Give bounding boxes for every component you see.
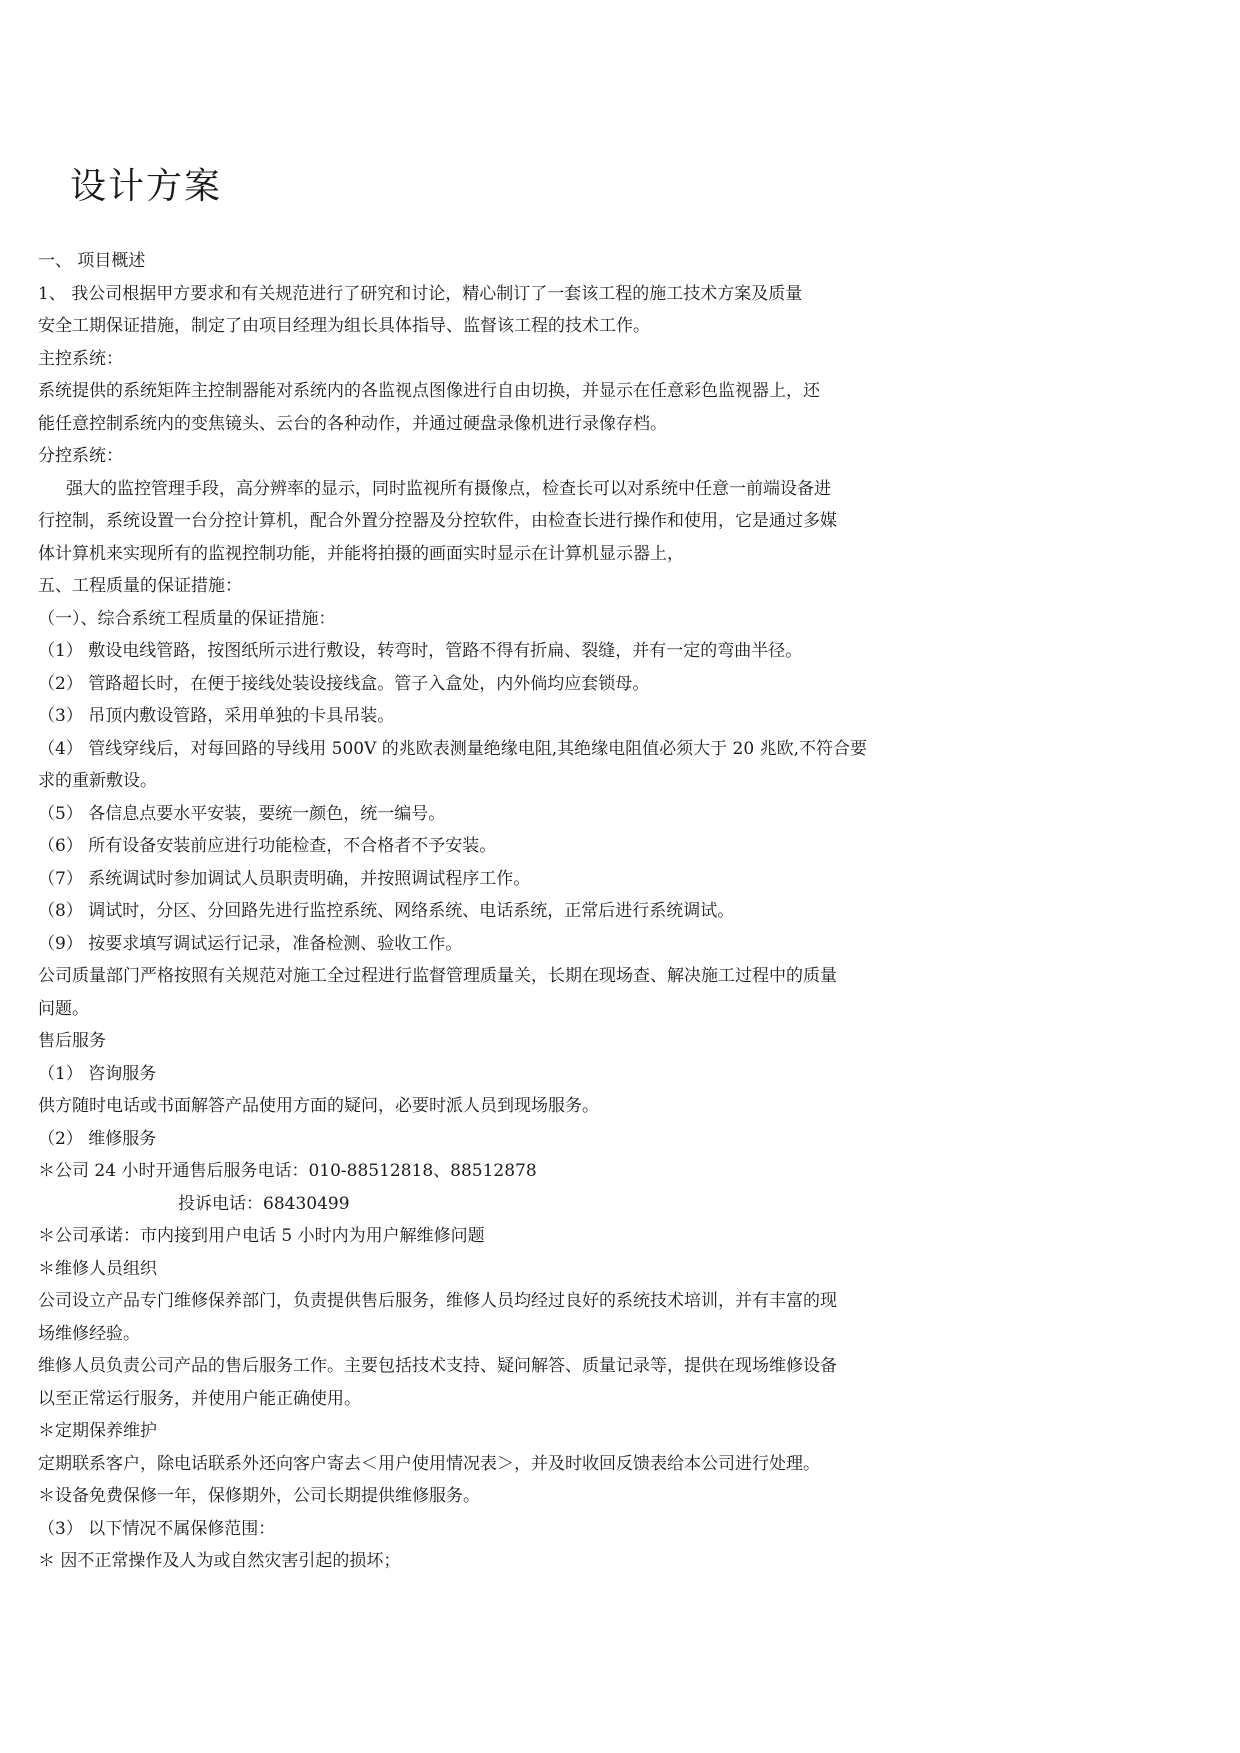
bullet-line: ＊ 因不正常操作及人为或自然灾害引起的损坏； xyxy=(38,1551,401,1571)
list-item: （9） 按要求填写调试运行记录，准备检测、验收工作。 xyxy=(38,933,463,954)
bullet-line: ＊维修人员组织 xyxy=(38,1258,157,1279)
paragraph-line: 安全工期保证措施，制定了由项目经理为组长具体指导、监督该工程的技术工作。 xyxy=(38,316,650,336)
paragraph-line: 能任意控制系统内的变焦镜头、云台的各种动作，并通过硬盘录像机进行录像存档。 xyxy=(38,413,667,434)
paragraph-line: 公司设立产品专门维修保养部门，负责提供售后服务，维修人员均经过良好的系统技术培训，并有丰富的现 xyxy=(38,1291,837,1311)
list-item: （3） 以下情况不属保修范围： xyxy=(38,1518,276,1539)
service-phone-line: ＊公司 24 小时开通售后服务电话：010-88512818、88512878 xyxy=(38,1161,537,1181)
paragraph-line: 维修人员负责公司产品的售后服务工作。主要包括技术支持、疑问解答、质量记录等，提供在现场维修设备 xyxy=(38,1356,837,1376)
paragraph-line: 1、 我公司根据甲方要求和有关规范进行了研究和讨论，精心制订了一套该工程的施工技术方案及质量 xyxy=(38,283,803,304)
list-item: （1） 敷设电线管路，按图纸所示进行敷设，转弯时，管路不得有折扁、裂缝，并有一定的弯曲半径。 xyxy=(38,641,803,661)
paragraph-line: 行控制，系统设置一台分控计算机，配合外置分控器及分控软件，由检查长进行操作和使用，它是通过多媒 xyxy=(38,511,837,531)
section-heading-after-sales: 售后服务 xyxy=(38,1031,106,1051)
subheading-quality-measures: （一）、综合系统工程质量的保证措施： xyxy=(38,608,336,629)
bullet-line: ＊设备免费保修一年，保修期外，公司长期提供维修服务。 xyxy=(38,1486,480,1506)
paragraph-line: 公司质量部门严格按照有关规范对施工全过程进行监督管理质量关，长期在现场查、解决施工过程中的质量 xyxy=(38,966,837,986)
paragraph-line: 体计算机来实现所有的监视控制功能，并能将拍摄的画面实时显示在计算机显示器上， xyxy=(38,543,684,564)
section-heading-overview: 一、 项目概述 xyxy=(38,251,146,271)
bullet-line: ＊定期保养维护 xyxy=(38,1421,157,1441)
list-item: （7） 系统调试时参加调试人员职责明确，并按照调试程序工作。 xyxy=(38,868,531,889)
section-heading-quality: 五、工程质量的保证措施： xyxy=(38,576,242,596)
paragraph-line: 供方随时电话或书面解答产品使用方面的疑问，必要时派人员到现场服务。 xyxy=(38,1096,599,1116)
paragraph-line: 以至正常运行服务，并使用户能正确使用。 xyxy=(38,1388,361,1409)
bullet-line: ＊公司承诺：市内接到用户电话 5 小时内为用户解维修问题 xyxy=(38,1226,485,1246)
list-item-continuation: 求的重新敷设。 xyxy=(38,771,157,791)
paragraph-line: 定期联系客户，除电话联系外还向客户寄去＜用户使用情况表＞，并及时收回反馈表给本公司进行处理。 xyxy=(38,1453,820,1474)
paragraph-line: 强大的监控管理手段，高分辨率的显示，同时监视所有摄像点，检查长可以对系统中任意一前端设备进 xyxy=(66,478,831,499)
list-item: （8） 调试时，分区、分回路先进行监控系统、网络系统、电话系统，正常后进行系统调试。 xyxy=(38,901,735,921)
list-item: （3） 吊顶内敷设管路，采用单独的卡具吊装。 xyxy=(38,706,395,726)
paragraph-line: 问题。 xyxy=(38,998,89,1019)
paragraph-line: 系统提供的系统矩阵主控制器能对系统内的各监视点图像进行自由切换，并显示在任意彩色监视器上，还 xyxy=(38,381,820,401)
complaint-phone-line: 投诉电话：68430499 xyxy=(178,1193,350,1214)
subheading-sub-control: 分控系统： xyxy=(38,446,123,466)
list-item: （4） 管线穿线后，对每回路的导线用 500V 的兆欧表测量绝缘电阻,其绝缘电阻值必须大于 20 兆欧,不符合要 xyxy=(38,738,867,759)
list-item: （1） 咨询服务 xyxy=(38,1063,157,1084)
page-title: 设计方案 xyxy=(70,166,223,207)
list-item: （5） 各信息点要水平安装，要统一颜色，统一编号。 xyxy=(38,803,446,824)
list-item: （2） 维修服务 xyxy=(38,1128,157,1149)
list-item: （6） 所有设备安装前应进行功能检查，不合格者不予安装。 xyxy=(38,836,497,856)
list-item: （2） 管路超长时，在便于接线处装设接线盒。管子入盒处，内外倘均应套锁母。 xyxy=(38,673,650,694)
document-body xyxy=(38,245,1038,1578)
subheading-main-control: 主控系统： xyxy=(38,348,123,369)
paragraph-line: 场维修经验。 xyxy=(38,1323,140,1344)
